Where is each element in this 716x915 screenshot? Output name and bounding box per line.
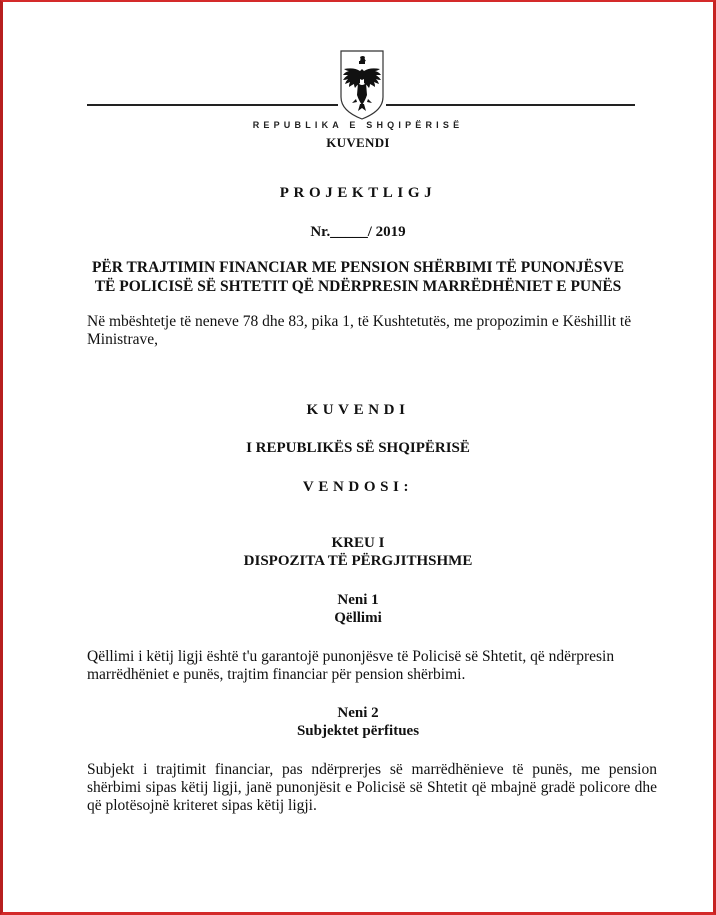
number-blank: _____ — [330, 224, 368, 240]
albania-emblem-icon — [339, 49, 385, 121]
institution-name: KUVENDI — [326, 135, 390, 150]
article-2-title: Subjektet përfitues — [296, 723, 420, 739]
article-1-heading — [0, 591, 716, 627]
law-title-line-1: PËR TRAJTIMIN FINANCIAR ME PENSION SHËRBIMI TË PUNONJËSVE — [91, 259, 625, 276]
chapter-number: KREU I — [331, 535, 385, 551]
header-rule-left — [87, 104, 338, 106]
law-title-line-2: TË POLICISË SË SHTETIT QË NDËRPRESIN MARRËDHËNIET E PUNËS — [94, 278, 622, 295]
article-2-text: Subjekt i trajtimit financiar, pas ndërprerjes së marrëdhënieve të punës, me pension shërbimi sipas këtij ligji, janë punonjësit e Policisë së Shtetit që mbajnë gradë policore dhe që plotësojnë kriteret sipas këtij ligji. — [87, 761, 657, 814]
assembly-heading: KUVENDI — [306, 402, 410, 418]
article-1-title: Qëllimi — [334, 610, 382, 626]
document-number — [0, 223, 716, 241]
article-1-number: Neni 1 — [337, 592, 379, 608]
article-2-heading — [0, 704, 716, 740]
republic-label: REPUBLIKA E SHQIPËRISË — [252, 120, 464, 130]
law-title — [0, 258, 716, 296]
article-1-text: Qëllimi i këtij ligji është t'u garantojë punonjësve të Policisë së Shtetit, që ndërpresin marrëdhëniet e punës, trajtim financiar për pension shërbimi. — [87, 648, 615, 683]
decides-heading: VENDOSI: — [302, 479, 414, 495]
chapter-heading — [0, 534, 716, 570]
article-2-number: Neni 2 — [337, 705, 379, 721]
header-rule-right — [386, 104, 635, 106]
assembly-of: I REPUBLIKËS SË SHQIPËRISË — [246, 440, 470, 456]
number-suffix: / 2019 — [367, 224, 406, 240]
chapter-title: DISPOZITA TË PËRGJITHSHME — [243, 553, 473, 569]
number-prefix: Nr. — [310, 224, 331, 240]
document-type: PROJEKTLIGJ — [279, 185, 437, 201]
preamble: Në mbështetje të neneve 78 dhe 83, pika 1, të Kushtetutës, me propozimin e Këshillit të Ministrave, — [87, 313, 632, 348]
